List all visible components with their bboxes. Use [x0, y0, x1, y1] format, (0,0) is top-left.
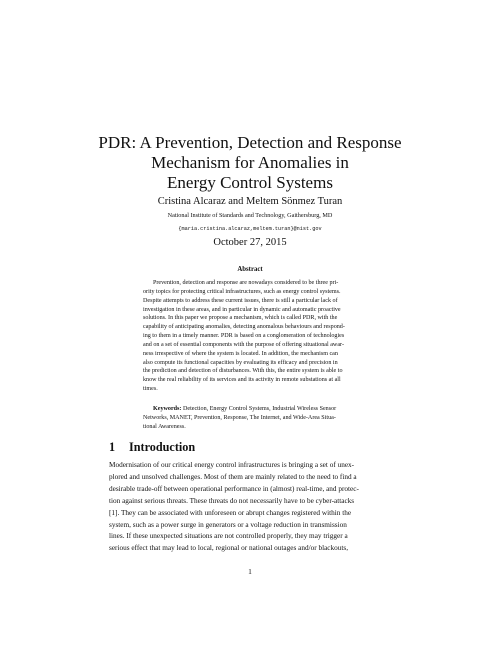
- intro-line: desirable trade-off between operational performance in (almost) real-time, and protec-: [109, 484, 359, 493]
- keywords-line: [143, 405, 358, 414]
- abstract-line: know the real reliability of its services and its activity in remote substations at all: [143, 377, 341, 384]
- abstract-line: also compute its functional capacities by evaluating its efficacy and precision in: [143, 359, 338, 366]
- paper-title: [60, 133, 440, 193]
- authors: Cristina Alcaraz and Meltem Sönmez Turan: [157, 196, 343, 207]
- abstract-body: [143, 279, 358, 394]
- intro-line: plored and unsolved challenges. Most of them are mainly related to the need to find a: [109, 472, 357, 481]
- title-line: Energy Control Systems: [167, 173, 333, 192]
- intro-body: [109, 460, 390, 555]
- intro-line: system, such as a power surge in generators or a voltage reduction in transmission: [109, 520, 347, 529]
- intro-line: tion against serious threats. These threats do not necessarily have to be cyber-attacks: [109, 496, 355, 505]
- page-number: 1: [248, 567, 252, 576]
- affiliation: National Institute of Standards and Technology, Gaithersburg, MD: [167, 212, 333, 219]
- keywords-line: tional Awareness.: [143, 423, 186, 430]
- keywords-text: Detection, Energy Control Systems, Industrial Wireless Sensor: [181, 406, 337, 412]
- abstract-line: capability of anticipating anomalies, detecting anomalous behaviours and respond-: [143, 324, 345, 331]
- keywords-label: Keywords:: [153, 406, 182, 412]
- section-number: 1: [109, 440, 116, 454]
- intro-line: serious effect that may lead to local, regional or national outages and/or blackouts,: [109, 544, 349, 553]
- abstract-line: times.: [143, 386, 158, 393]
- abstract-heading: Abstract: [237, 266, 263, 273]
- section-title: Introduction: [129, 440, 196, 454]
- intro-line: Modernisation of our critical energy control infrastructures is bringing a set of unex-: [109, 461, 355, 469]
- title-line: PDR: A Prevention, Detection and Response: [98, 133, 402, 152]
- title-line: Mechanism for Anomalies in: [151, 153, 349, 172]
- abstract-line: ness irrespective of where the system is located. In addition, the mechanism can: [143, 350, 338, 357]
- section-heading: [109, 440, 195, 455]
- abstract-line: Despite attempts to address these current issues, there is still a particular lack of: [143, 297, 338, 304]
- abstract-line: ority topics for protecting critical infrastructures, such as energy control systems.: [143, 288, 341, 295]
- date: October 27, 2015: [213, 237, 287, 248]
- abstract-line: Prevention, detection and response are nowadays considered to be three pri-: [153, 280, 339, 286]
- keywords: [143, 405, 358, 432]
- email: {maria.cristina.alcaraz,meltem.turan}@nist.gov: [178, 226, 322, 232]
- intro-line: [1]. They can be associated with unforeseen or abrupt changes registered within the: [109, 508, 352, 517]
- abstract-line: and on a set of essential components with the purpose of offering situational awar-: [143, 341, 344, 348]
- abstract-line: investigation in these areas, and in particular in dynamic and automatic proactive: [143, 306, 341, 313]
- abstract-line: ing to them in a timely manner. PDR is based on a conglomeration of technologies: [143, 333, 345, 340]
- abstract-line: the prediction and detection of disturbances. With this, the entire system is able to: [143, 368, 343, 375]
- keywords-line: Networks, MANET, Prevention, Response, The Internet, and Wide-Area Situa-: [143, 414, 336, 421]
- abstract-line: solutions. In this paper we propose a mechanism, which is called PDR, with the: [143, 315, 338, 322]
- intro-line: lines. If these unexpected situations are not controlled properly, they may trigger a: [109, 532, 348, 541]
